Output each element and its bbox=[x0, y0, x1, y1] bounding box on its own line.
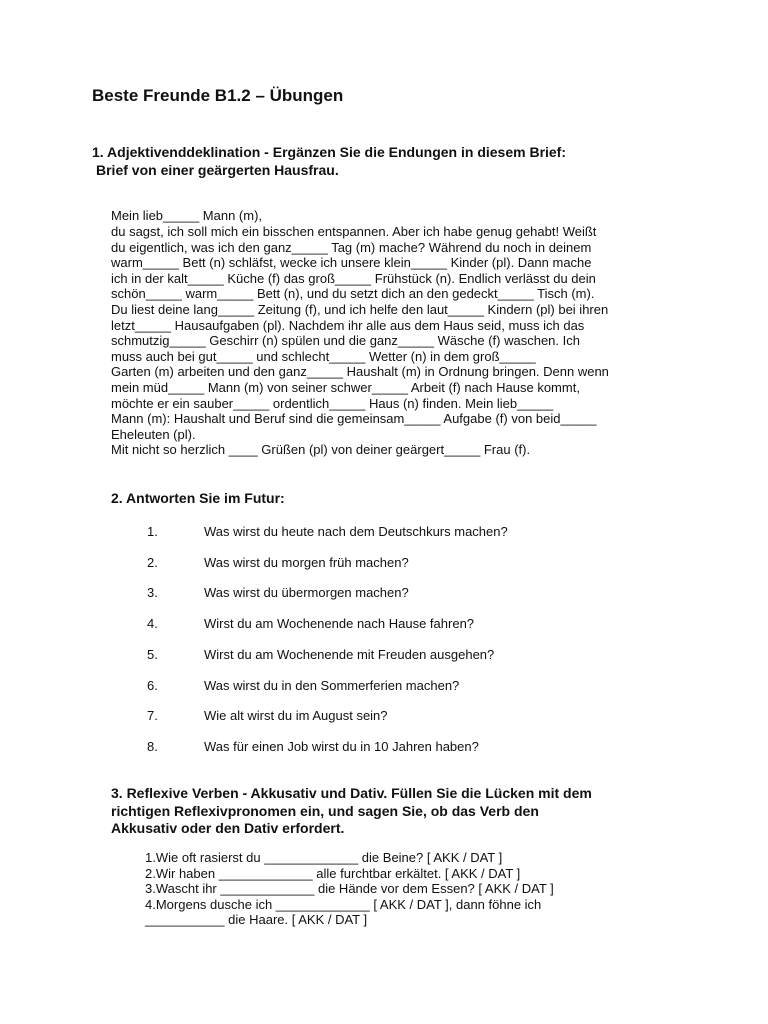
question-item bbox=[0, 708, 768, 724]
question-number: 7. bbox=[147, 708, 158, 723]
letter-line: ich in der kalt_____ Küche (f) das groß_____ Frühstück (n). Endlich verlässt du dein bbox=[111, 270, 596, 286]
question-text: Wirst du am Wochenende nach Hause fahren? bbox=[204, 616, 475, 631]
question-text: Was wirst du übermorgen machen? bbox=[204, 585, 409, 600]
question-text: Wie alt wirst du im August sein? bbox=[204, 708, 388, 723]
question-number: 6. bbox=[147, 678, 158, 693]
section-2-heading: 2. Antworten Sie im Futur: bbox=[111, 490, 285, 506]
question-number: 3. bbox=[147, 585, 158, 600]
question-text: Was wirst du heute nach dem Deutschkurs machen? bbox=[204, 524, 508, 539]
question-number: 5. bbox=[147, 647, 158, 662]
question-text: Wirst du am Wochenende mit Freuden ausgehen? bbox=[204, 647, 495, 662]
letter-line: du sagst, ich soll mich ein bisschen entspannen. Aber ich habe genug gehabt! Weißt bbox=[111, 224, 597, 239]
letter-line: Eheleuten (pl). bbox=[111, 426, 196, 442]
letter-line: Garten (m) arbeiten und den ganz_____ Haushalt (m) in Ordnung bringen. Denn wenn bbox=[111, 364, 609, 380]
question-text: Was für einen Job wirst du in 10 Jahren haben? bbox=[204, 739, 479, 754]
question-item bbox=[0, 739, 768, 755]
exercise-line: 3.Wascht ihr _____________ die Hände vor dem Essen? [ AKK / DAT ] bbox=[145, 881, 554, 897]
section-3-heading-line: richtigen Reflexivpronomen ein, und sagen Sie, ob das Verb den bbox=[111, 802, 539, 819]
page-title: Beste Freunde B1.2 – Übungen bbox=[92, 86, 344, 105]
exercise-line: 1.Wie oft rasierst du _____________ die Beine? [ AKK / DAT ] bbox=[145, 850, 503, 865]
reflexive-exercise-list bbox=[145, 850, 554, 928]
question-number: 8. bbox=[147, 739, 158, 754]
letter-closing: Mit nicht so herzlich ____ Grüßen (pl) von deiner geärgert_____ Frau (f). bbox=[111, 442, 531, 458]
exercise-line: 4.Morgens dusche ich _____________ [ AKK / DAT ], dann föhne ich bbox=[145, 896, 542, 912]
letter-line: schön_____ warm_____ Bett (n), und du setzt dich an den gedeckt_____ Tisch (m). bbox=[111, 286, 595, 302]
letter-line: muss auch bei gut_____ und schlecht_____ Wetter (n) in dem groß_____ bbox=[111, 348, 536, 364]
question-text: Was wirst du morgen früh machen? bbox=[204, 555, 409, 570]
exercise-line: 2.Wir haben _____________ alle furchtbar erkältet. [ AKK / DAT ] bbox=[145, 865, 521, 881]
question-item bbox=[0, 647, 768, 663]
question-item bbox=[0, 555, 768, 571]
exercise-line: ___________ die Haare. [ AKK / DAT ] bbox=[145, 912, 368, 928]
question-number: 4. bbox=[147, 616, 158, 631]
letter-line: du eigentlich, was ich den ganz_____ Tag (m) mache? Während du noch in deinem bbox=[111, 239, 592, 255]
question-text: Was wirst du in den Sommerferien machen? bbox=[204, 678, 460, 693]
letter-line: Du liest deine lang_____ Zeitung (f), und ich helfe den laut_____ Kindern (pl) bei ihren bbox=[111, 301, 609, 317]
question-item bbox=[0, 585, 768, 601]
letter-line: schmutzig_____ Geschirr (n) spülen und die ganz_____ Wäsche (f) waschen. Ich bbox=[111, 333, 580, 349]
section-1-heading bbox=[92, 143, 566, 179]
letter-line: Mann (m): Haushalt und Beruf sind die gemeinsam_____ Aufgabe (f) von beid_____ bbox=[111, 411, 597, 427]
section-1-subheading: Brief von einer geärgerten Hausfrau. bbox=[96, 162, 339, 178]
question-item bbox=[0, 524, 768, 540]
section-3-heading bbox=[111, 785, 592, 838]
letter-greeting: Mein lieb_____ Mann (m), bbox=[111, 208, 263, 223]
letter-line: warm_____ Bett (n) schläfst, wecke ich unsere klein_____ Kinder (pl). Dann mache bbox=[111, 255, 592, 271]
letter-line: letzt_____ Hausaufgaben (pl). Nachdem ihr alle aus dem Haus seid, muss ich das bbox=[111, 317, 585, 333]
question-item bbox=[0, 678, 768, 694]
section-1-heading-line: 1. Adjektivenddeklination - Ergänzen Sie die Endungen in diesem Brief: bbox=[92, 144, 567, 160]
letter-line: mein müd_____ Mann (m) von seiner schwer_____ Arbeit (f) nach Hause kommt, bbox=[111, 379, 580, 395]
section-3-heading-line: Akkusativ oder den Dativ erfordert. bbox=[111, 820, 345, 836]
letter-text bbox=[111, 208, 609, 458]
section-3-heading-line: 3. Reflexive Verben - Akkusativ und Dativ. Füllen Sie die Lücken mit dem bbox=[111, 785, 592, 801]
question-number: 1. bbox=[147, 524, 158, 539]
question-item bbox=[0, 616, 768, 632]
question-number: 2. bbox=[147, 555, 158, 570]
letter-line: möchte er ein sauber_____ ordentlich_____ Haus (n) finden. Mein lieb_____ bbox=[111, 395, 554, 411]
